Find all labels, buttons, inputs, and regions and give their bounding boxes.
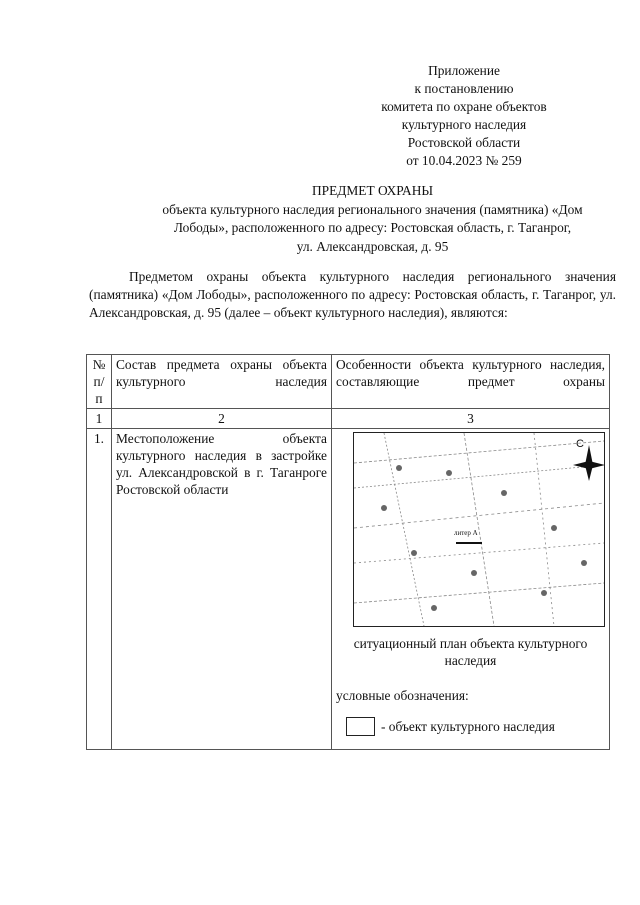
header-features: Особенности объекта культурного наследия, составляющие предмет охраны [332,355,610,409]
title-line: объекта культурного наследия регионального значения (памятника) «Дом [162,201,583,217]
legend-row [346,714,605,738]
table-numbering-row [87,409,610,429]
column-number-2: 2 [111,409,331,429]
appendix-line: Ростовской области [407,135,521,150]
appendix-line: Приложение [428,63,500,78]
appendix-line: к постановлению [414,81,514,96]
legend-item-label: - объект культурного наследия [381,718,555,734]
row-number: 1. [87,429,112,750]
appendix-date-line: от 10.04.2023 № 259 [406,153,522,168]
title-line: ул. Александровская, д. 95 [296,238,449,254]
appendix-line: культурного наследия [401,117,527,132]
appendix-line: комитета по охране объектов [381,99,547,114]
legend-symbol-icon [346,717,375,736]
intro-paragraph [89,268,616,322]
intro-text: Предметом охраны объекта культурного наследия регионального значения (памятника) «Дом Лободы», расположенного по адресу: Ростовская область, г. Таганрог, ул. Александровская, д. 95 (далее – объект культурного наследия), являются: [89,269,616,320]
svg-text:С: С [576,438,584,450]
protection-table [86,354,610,750]
document-title [100,182,640,256]
object-label: литер А [454,529,478,537]
map-graphic [354,433,604,626]
appendix-block [344,62,584,170]
title-heading: ПРЕДМЕТ ОХРАНЫ [311,183,434,198]
row-features [332,429,610,750]
title-line: Лободы», расположенного по адресу: Ростовская область, г. Таганрог, [173,220,572,235]
column-number-3: 3 [332,409,610,429]
header-composition: Состав предмета охраны объекта культурного наследия [111,355,331,409]
column-number-1: 1 [87,409,112,429]
table-header-row [87,355,610,409]
situational-plan-map [353,432,605,627]
row-composition: Местоположение объекта культурного наследия в застройке ул. Александровской в г. Таганроге Ростовской области [111,429,331,750]
table-row [87,429,610,750]
header-number: № п/п [87,355,112,409]
legend-title: условные обозначения: [336,688,469,703]
map-caption: ситуационный план объекта культурного наследия [353,636,588,668]
